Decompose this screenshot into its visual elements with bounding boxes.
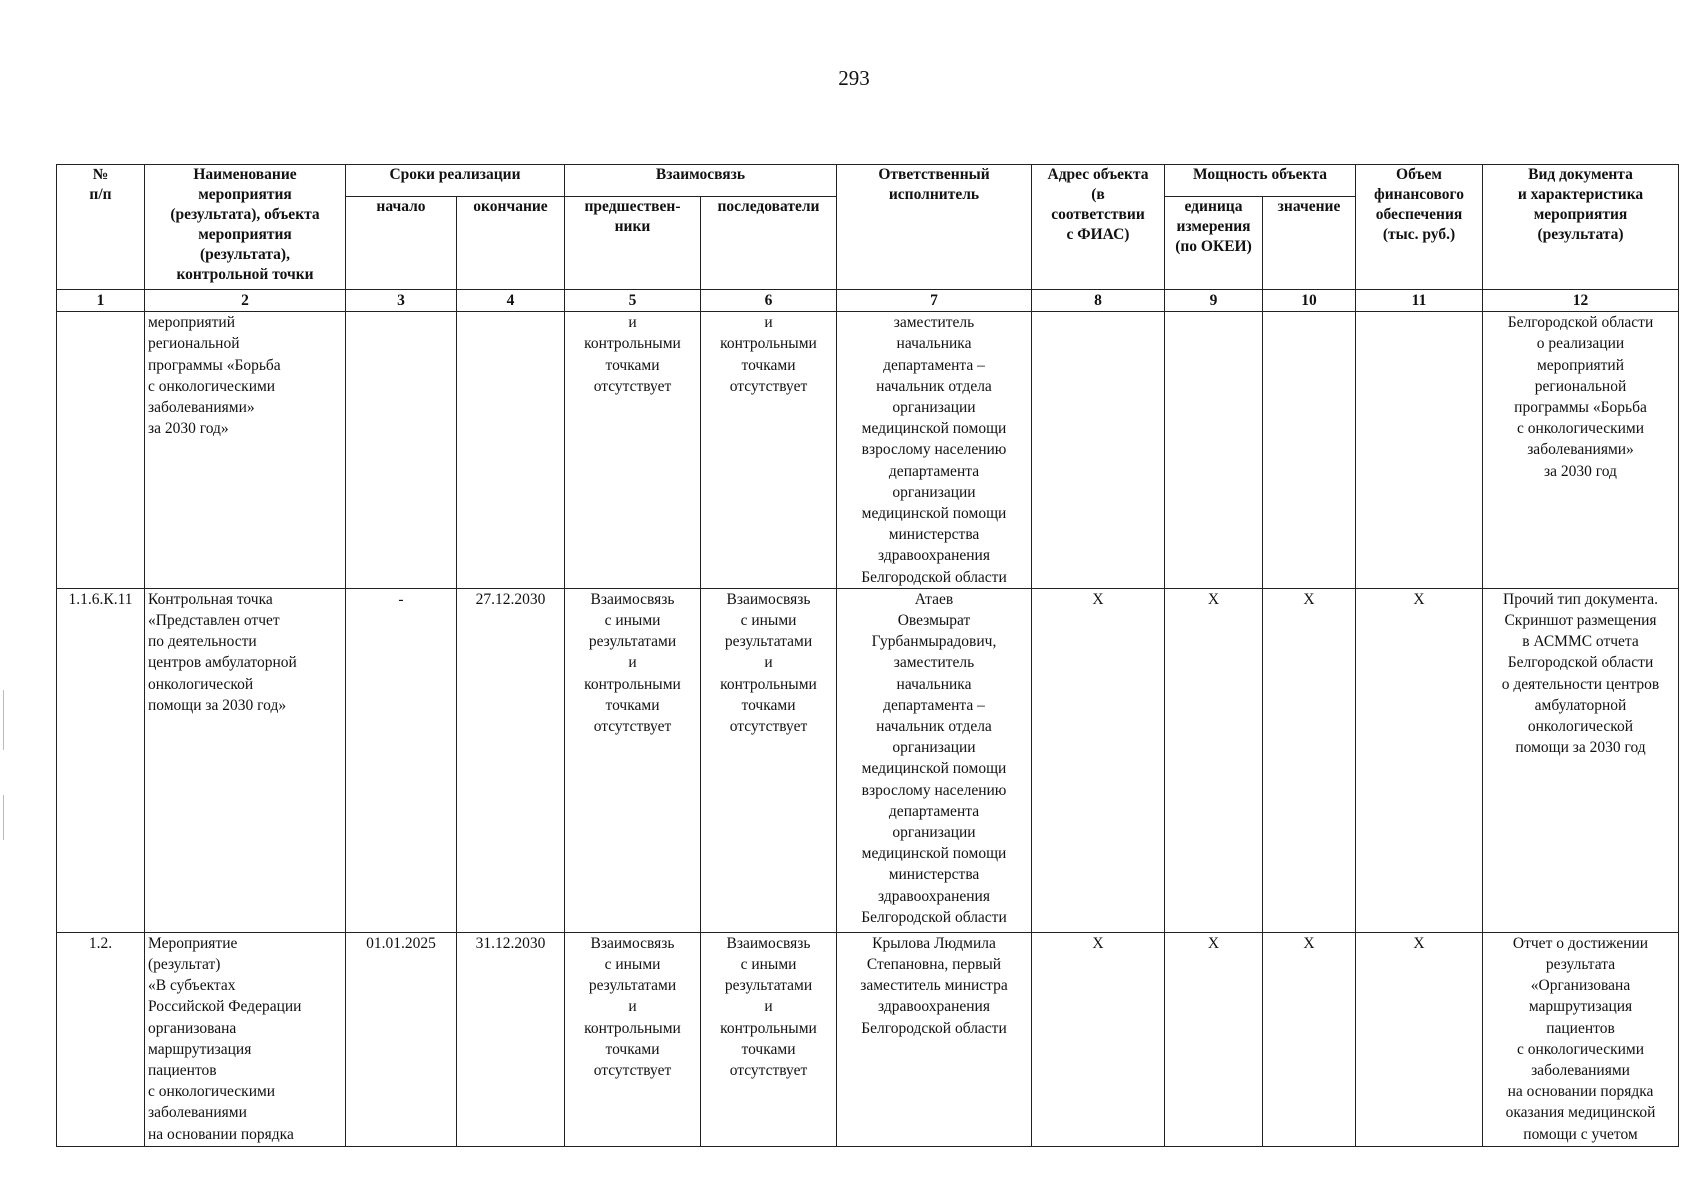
- cell-finance: X: [1356, 588, 1483, 932]
- cell-responsible: Атаев Овезмырат Гурбанмырадович, заместитель начальника департамента – начальник отдела организации медицинской помощи взрослому населению департамента организации медицинской помощи министерства здравоохранения Белгородской области: [837, 588, 1032, 932]
- scan-artifact-line: [3, 690, 4, 750]
- header-group-links: Взаимосвязь: [565, 165, 837, 197]
- cell-predecessors: и контрольными точками отсутствует: [565, 312, 701, 589]
- cell-successors: и контрольными точками отсутствует: [701, 312, 837, 589]
- cell-end: 27.12.2030: [457, 588, 565, 932]
- cell-responsible: заместитель начальника департамента – начальник отдела организации медицинской помощи взрослому населению департамента организации медицинской помощи министерства здравоохранения Белгородской области: [837, 312, 1032, 589]
- header-end: окончание: [457, 197, 565, 290]
- header-num: № п/п: [57, 165, 145, 290]
- column-number: 7: [837, 290, 1032, 312]
- column-number: 2: [145, 290, 346, 312]
- column-number: 8: [1032, 290, 1165, 312]
- cell-end: 31.12.2030: [457, 932, 565, 1146]
- cell-responsible: Крылова Людмила Степановна, первый заместитель министра здравоохранения Белгородской области: [837, 932, 1032, 1146]
- column-number: 1: [57, 290, 145, 312]
- table-row: [57, 312, 1679, 589]
- cell-start: [346, 312, 457, 589]
- cell-finance: [1356, 312, 1483, 589]
- implementation-plan-table: [56, 164, 1679, 1147]
- header-group-dates: Сроки реализации: [346, 165, 565, 197]
- scan-artifact-line: [3, 795, 4, 840]
- table-row: [57, 588, 1679, 932]
- header-group-capacity: Мощность объекта: [1165, 165, 1356, 197]
- column-number: 3: [346, 290, 457, 312]
- cell-successors: Взаимосвязь с иными результатами и контрольными точками отсутствует: [701, 588, 837, 932]
- header-finance: Объем финансового обеспечения (тыс. руб.): [1356, 165, 1483, 290]
- cell-predecessors: Взаимосвязь с иными результатами и контрольными точками отсутствует: [565, 588, 701, 932]
- cell-value: [1263, 312, 1356, 589]
- cell-num: [57, 312, 145, 589]
- cell-document: Отчет о достижении результата «Организована маршрутизация пациентов с онкологическими заболеваниями на основании порядка оказания медицинской помощи с учетом: [1483, 932, 1679, 1146]
- cell-start: 01.01.2025: [346, 932, 457, 1146]
- header-value: значение: [1263, 197, 1356, 290]
- cell-unit: [1165, 312, 1263, 589]
- cell-finance: X: [1356, 932, 1483, 1146]
- header-address: Адрес объекта (в соответствии с ФИАС): [1032, 165, 1165, 290]
- header-unit: единица измерения (по ОКЕИ): [1165, 197, 1263, 290]
- header-responsible: Ответственный исполнитель: [837, 165, 1032, 290]
- cell-value: X: [1263, 588, 1356, 932]
- cell-address: X: [1032, 932, 1165, 1146]
- column-number: 9: [1165, 290, 1263, 312]
- cell-address: X: [1032, 588, 1165, 932]
- cell-value: X: [1263, 932, 1356, 1146]
- table-row: [57, 932, 1679, 1146]
- cell-name: мероприятий региональной программы «Борьба с онкологическими заболеваниями» за 2030 год»: [145, 312, 346, 589]
- cell-start: -: [346, 588, 457, 932]
- cell-name: Мероприятие (результат) «В субъектах Российской Федерации организована маршрутизация пациентов с онкологическими заболеваниями на основании порядка: [145, 932, 346, 1146]
- column-number: 4: [457, 290, 565, 312]
- column-number: 12: [1483, 290, 1679, 312]
- header-successors: последователи: [701, 197, 837, 290]
- page-number: 293: [838, 66, 870, 90]
- cell-num: 1.2.: [57, 932, 145, 1146]
- column-number-row: [57, 290, 1679, 312]
- column-number: 6: [701, 290, 837, 312]
- header-predecessors: предшествен- ники: [565, 197, 701, 290]
- header-row-1: [57, 165, 1679, 197]
- cell-predecessors: Взаимосвязь с иными результатами и контрольными точками отсутствует: [565, 932, 701, 1146]
- header-start: начало: [346, 197, 457, 290]
- column-number: 10: [1263, 290, 1356, 312]
- column-number: 11: [1356, 290, 1483, 312]
- header-name: Наименование мероприятия (результата), объекта мероприятия (результата), контрольной точки: [145, 165, 346, 290]
- cell-unit: X: [1165, 588, 1263, 932]
- cell-num: 1.1.6.К.11: [57, 588, 145, 932]
- cell-unit: X: [1165, 932, 1263, 1146]
- cell-name: Контрольная точка «Представлен отчет по деятельности центров амбулаторной онкологической помощи за 2030 год»: [145, 588, 346, 932]
- column-number: 5: [565, 290, 701, 312]
- cell-document: Прочий тип документа. Скриншот размещения в АСММС отчета Белгородской области о деятельности центров амбулаторной онкологической помощи за 2030 год: [1483, 588, 1679, 932]
- cell-document: Белгородской области о реализации мероприятий региональной программы «Борьба с онкологическими заболеваниями» за 2030 год: [1483, 312, 1679, 589]
- cell-successors: Взаимосвязь с иными результатами и контрольными точками отсутствует: [701, 932, 837, 1146]
- header-document: Вид документа и характеристика мероприятия (результата): [1483, 165, 1679, 290]
- cell-address: [1032, 312, 1165, 589]
- cell-end: [457, 312, 565, 589]
